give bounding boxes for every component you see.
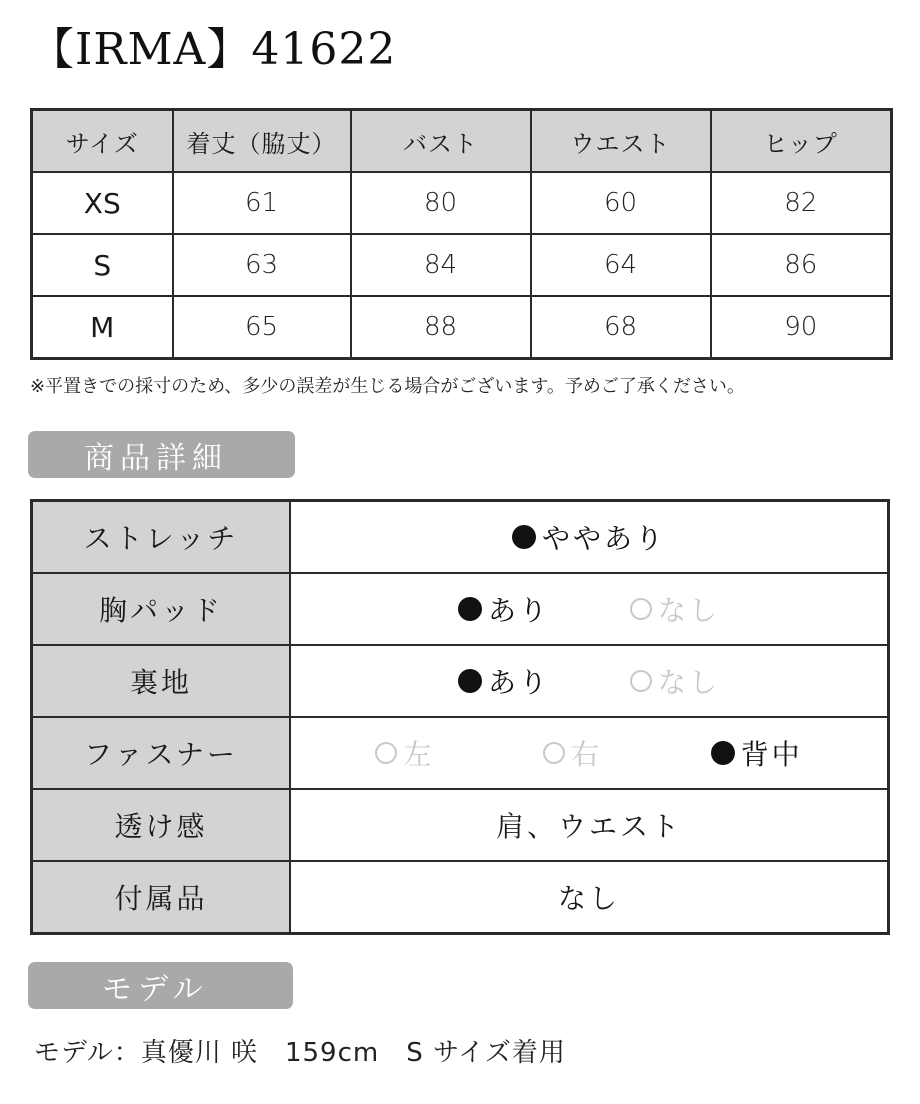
model-heading: モデル: [28, 962, 293, 1009]
zipper-label: ファスナー: [32, 717, 291, 789]
length-cell: 61: [173, 172, 351, 234]
detail-row-stretch: [32, 501, 889, 574]
header-size: サイズ: [32, 110, 173, 173]
header-bust: バスト: [351, 110, 531, 173]
option-label: 左: [403, 738, 435, 771]
zipper-value: [290, 717, 889, 789]
detail-row-sheer: [32, 789, 889, 861]
zipper-option-left: [375, 733, 434, 773]
stretch-option-some: [512, 517, 666, 557]
length-cell: 63: [173, 234, 351, 296]
model-info: モデル：真優川 咲 159cm S サイズ着用: [34, 1038, 566, 1068]
pad-option-yes: [458, 589, 550, 629]
zipper-option-back: [711, 733, 803, 773]
table-row: [32, 296, 892, 359]
bust-cell: 80: [351, 172, 531, 234]
length-cell: 65: [173, 296, 351, 359]
table-row: [32, 172, 892, 234]
size-table-header-row: [32, 110, 892, 173]
stretch-value: [290, 501, 889, 574]
table-row: [32, 234, 892, 296]
lining-label: 裏地: [32, 645, 291, 717]
option-label: ややあり: [541, 522, 666, 555]
detail-row-lining: [32, 645, 889, 717]
accessories-value: なし: [290, 861, 889, 934]
details-table: [30, 499, 890, 935]
empty-circle-icon: [630, 670, 652, 692]
hip-cell: 90: [711, 296, 892, 359]
bust-cell: 88: [351, 296, 531, 359]
size-cell: S: [32, 234, 173, 296]
lining-option-no: [630, 661, 720, 701]
empty-circle-icon: [630, 598, 652, 620]
waist-cell: 64: [531, 234, 711, 296]
detail-row-accessories: [32, 861, 889, 934]
zipper-option-right: [543, 733, 602, 773]
lining-option-yes: [458, 661, 550, 701]
stretch-label: ストレッチ: [32, 501, 291, 574]
waist-cell: 60: [531, 172, 711, 234]
option-label: あり: [487, 594, 550, 627]
size-cell: XS: [32, 172, 173, 234]
sheer-value: 肩、ウエスト: [290, 789, 889, 861]
measurement-note: ※平置きでの採寸のため、多少の誤差が生じる場合がございます。予めご了承ください。: [30, 376, 745, 397]
header-hip: ヒップ: [711, 110, 892, 173]
header-waist: ウエスト: [531, 110, 711, 173]
details-heading: 商品詳細: [28, 431, 295, 478]
filled-circle-icon: [512, 525, 536, 549]
size-cell: M: [32, 296, 173, 359]
waist-cell: 68: [531, 296, 711, 359]
empty-circle-icon: [543, 742, 565, 764]
lining-value: [290, 645, 889, 717]
bust-cell: 84: [351, 234, 531, 296]
hip-cell: 82: [711, 172, 892, 234]
detail-row-zipper: [32, 717, 889, 789]
accessories-label: 付属品: [32, 861, 291, 934]
option-label: なし: [658, 666, 721, 699]
pad-label: 胸パッド: [32, 573, 291, 645]
filled-circle-icon: [711, 741, 735, 765]
option-label: 背中: [740, 738, 803, 771]
filled-circle-icon: [458, 669, 482, 693]
filled-circle-icon: [458, 597, 482, 621]
hip-cell: 86: [711, 234, 892, 296]
detail-row-pad: [32, 573, 889, 645]
header-length: 着丈（脇丈）: [173, 110, 351, 173]
pad-value: [290, 573, 889, 645]
page-title: 【IRMA】41622: [30, 24, 397, 75]
size-table: [30, 108, 893, 360]
sheer-label: 透け感: [32, 789, 291, 861]
option-label: あり: [487, 666, 550, 699]
option-label: 右: [570, 738, 602, 771]
option-label: なし: [658, 594, 721, 627]
pad-option-no: [630, 589, 720, 629]
empty-circle-icon: [375, 742, 397, 764]
